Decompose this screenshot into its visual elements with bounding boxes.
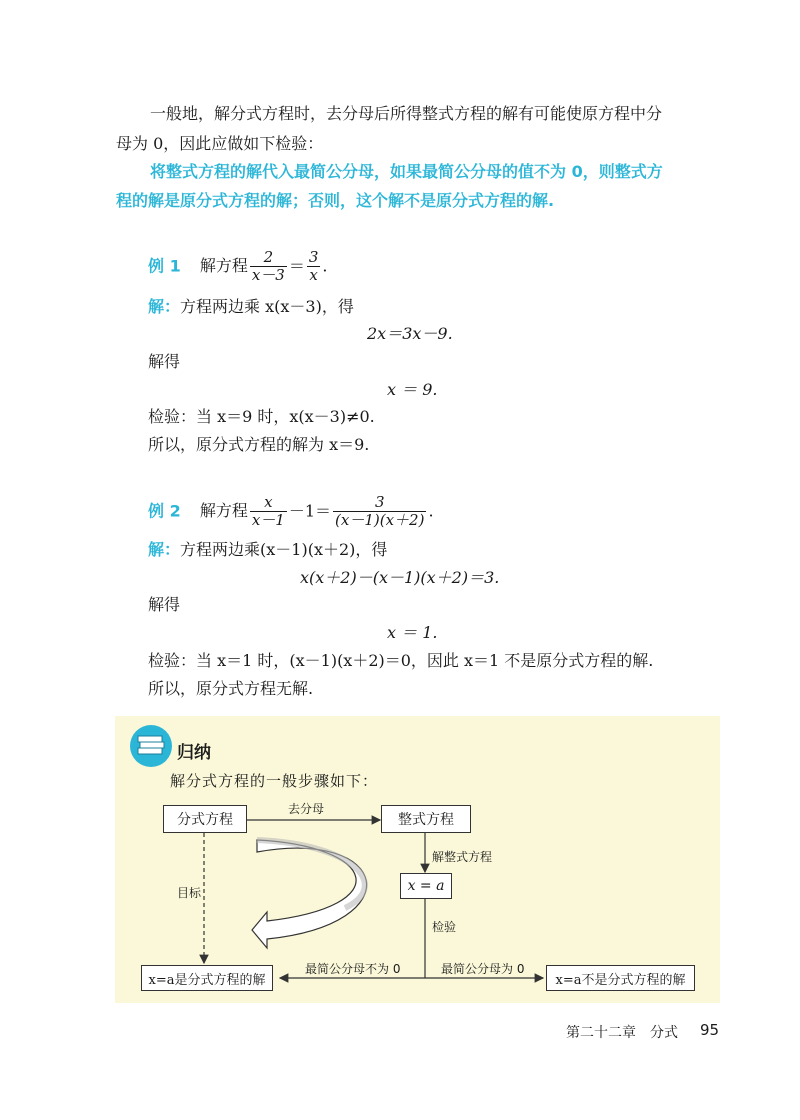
example-1-solution — [148, 299, 354, 315]
fraction-denominator: x－1 — [251, 511, 285, 530]
example-2-solution — [148, 542, 387, 558]
summary-subtitle: 解分式方程的一般步骤如下： — [170, 772, 379, 790]
example-2-statement — [148, 494, 434, 530]
intro-line-2: 母为 0，因此应做如下检验： — [116, 134, 324, 153]
period: . — [428, 501, 434, 521]
example-2-equation: x(x＋2)－(x－1)(x＋2)＝3. — [300, 568, 500, 587]
example-2-check: 检验：当 x＝1 时，(x－1)(x＋2)＝0，因此 x＝1 不是原分式方程的解. — [148, 651, 654, 670]
example-1-label: 例 1 — [148, 256, 181, 276]
fraction-numerator: 3 — [374, 493, 385, 511]
fraction-denominator: x－3 — [251, 266, 285, 285]
rule-line-1: 将整式方程的解代入最简公分母，如果最简公分母的值不为 0，则整式方 — [150, 162, 663, 181]
box-integral-equation: 整式方程 — [381, 805, 471, 833]
box-fractional-equation: 分式方程 — [163, 805, 247, 833]
minus-one-equals: －1＝ — [288, 501, 332, 521]
rule-line-2: 程的解是原分式方程的解；否则，这个解不是原分式方程的解. — [116, 191, 555, 210]
label-check: 检验 — [432, 920, 457, 934]
intro-line-1: 一般地，解分式方程时，去分母后所得整式方程的解有可能使原方程中分 — [150, 104, 663, 123]
example-1-prompt: 解方程 — [199, 256, 248, 276]
example-1-statement — [148, 249, 328, 285]
summary-panel — [115, 716, 720, 1003]
label-nonzero: 最简公分母不为 0 — [305, 962, 401, 976]
example-2-solve-word: 解得 — [148, 595, 181, 614]
box-x-equals-a: x = a — [400, 873, 452, 899]
fraction-denominator: (x－1)(x＋2) — [335, 511, 425, 530]
equals-sign: ＝ — [288, 256, 305, 276]
example-1-equation: 2x＝3x－9. — [367, 324, 453, 343]
example-1-fraction-left — [250, 249, 287, 285]
flowchart-lines — [115, 716, 720, 1003]
example-1-solve-word: 解得 — [148, 352, 181, 371]
summary-title: 归纳 — [177, 743, 211, 763]
label-remove-denominator: 去分母 — [288, 802, 325, 816]
label-zero: 最简公分母为 0 — [441, 962, 525, 976]
example-1-conclusion: 所以，原分式方程的解为 x＝9. — [148, 435, 370, 454]
example-1-result: x ＝ 9. — [387, 380, 438, 399]
label-solve-integral: 解整式方程 — [432, 850, 493, 864]
example-1-check: 检验：当 x＝9 时，x(x－3)≠0. — [148, 407, 375, 426]
example-2-fraction-left — [250, 494, 287, 530]
fraction-numerator: 3 — [308, 248, 319, 266]
label-goal: 目标 — [177, 886, 202, 900]
box-is-solution: x=a是分式方程的解 — [141, 965, 273, 991]
solution-label: 解： — [148, 540, 181, 559]
example-2-fraction-right — [333, 494, 426, 530]
example-2-label: 例 2 — [148, 501, 181, 521]
footer-chapter: 第二十二章 分式 — [566, 1025, 678, 1041]
solution-text: 方程两边乘(x－1)(x＋2)，得 — [180, 540, 388, 559]
page-number: 95 — [700, 1021, 720, 1039]
period: . — [322, 256, 328, 276]
fraction-numerator: x — [264, 493, 273, 511]
example-2-conclusion: 所以，原分式方程无解. — [148, 679, 314, 698]
solution-label: 解： — [148, 297, 181, 316]
example-2-result: x ＝ 1. — [387, 623, 438, 642]
fraction-numerator: 2 — [263, 248, 274, 266]
box-not-solution: x=a不是分式方程的解 — [546, 965, 695, 991]
solution-text: 方程两边乘 x(x－3)，得 — [180, 297, 354, 316]
example-1-fraction-right — [307, 249, 321, 285]
example-2-prompt: 解方程 — [199, 501, 248, 521]
fraction-denominator: x — [309, 266, 318, 285]
